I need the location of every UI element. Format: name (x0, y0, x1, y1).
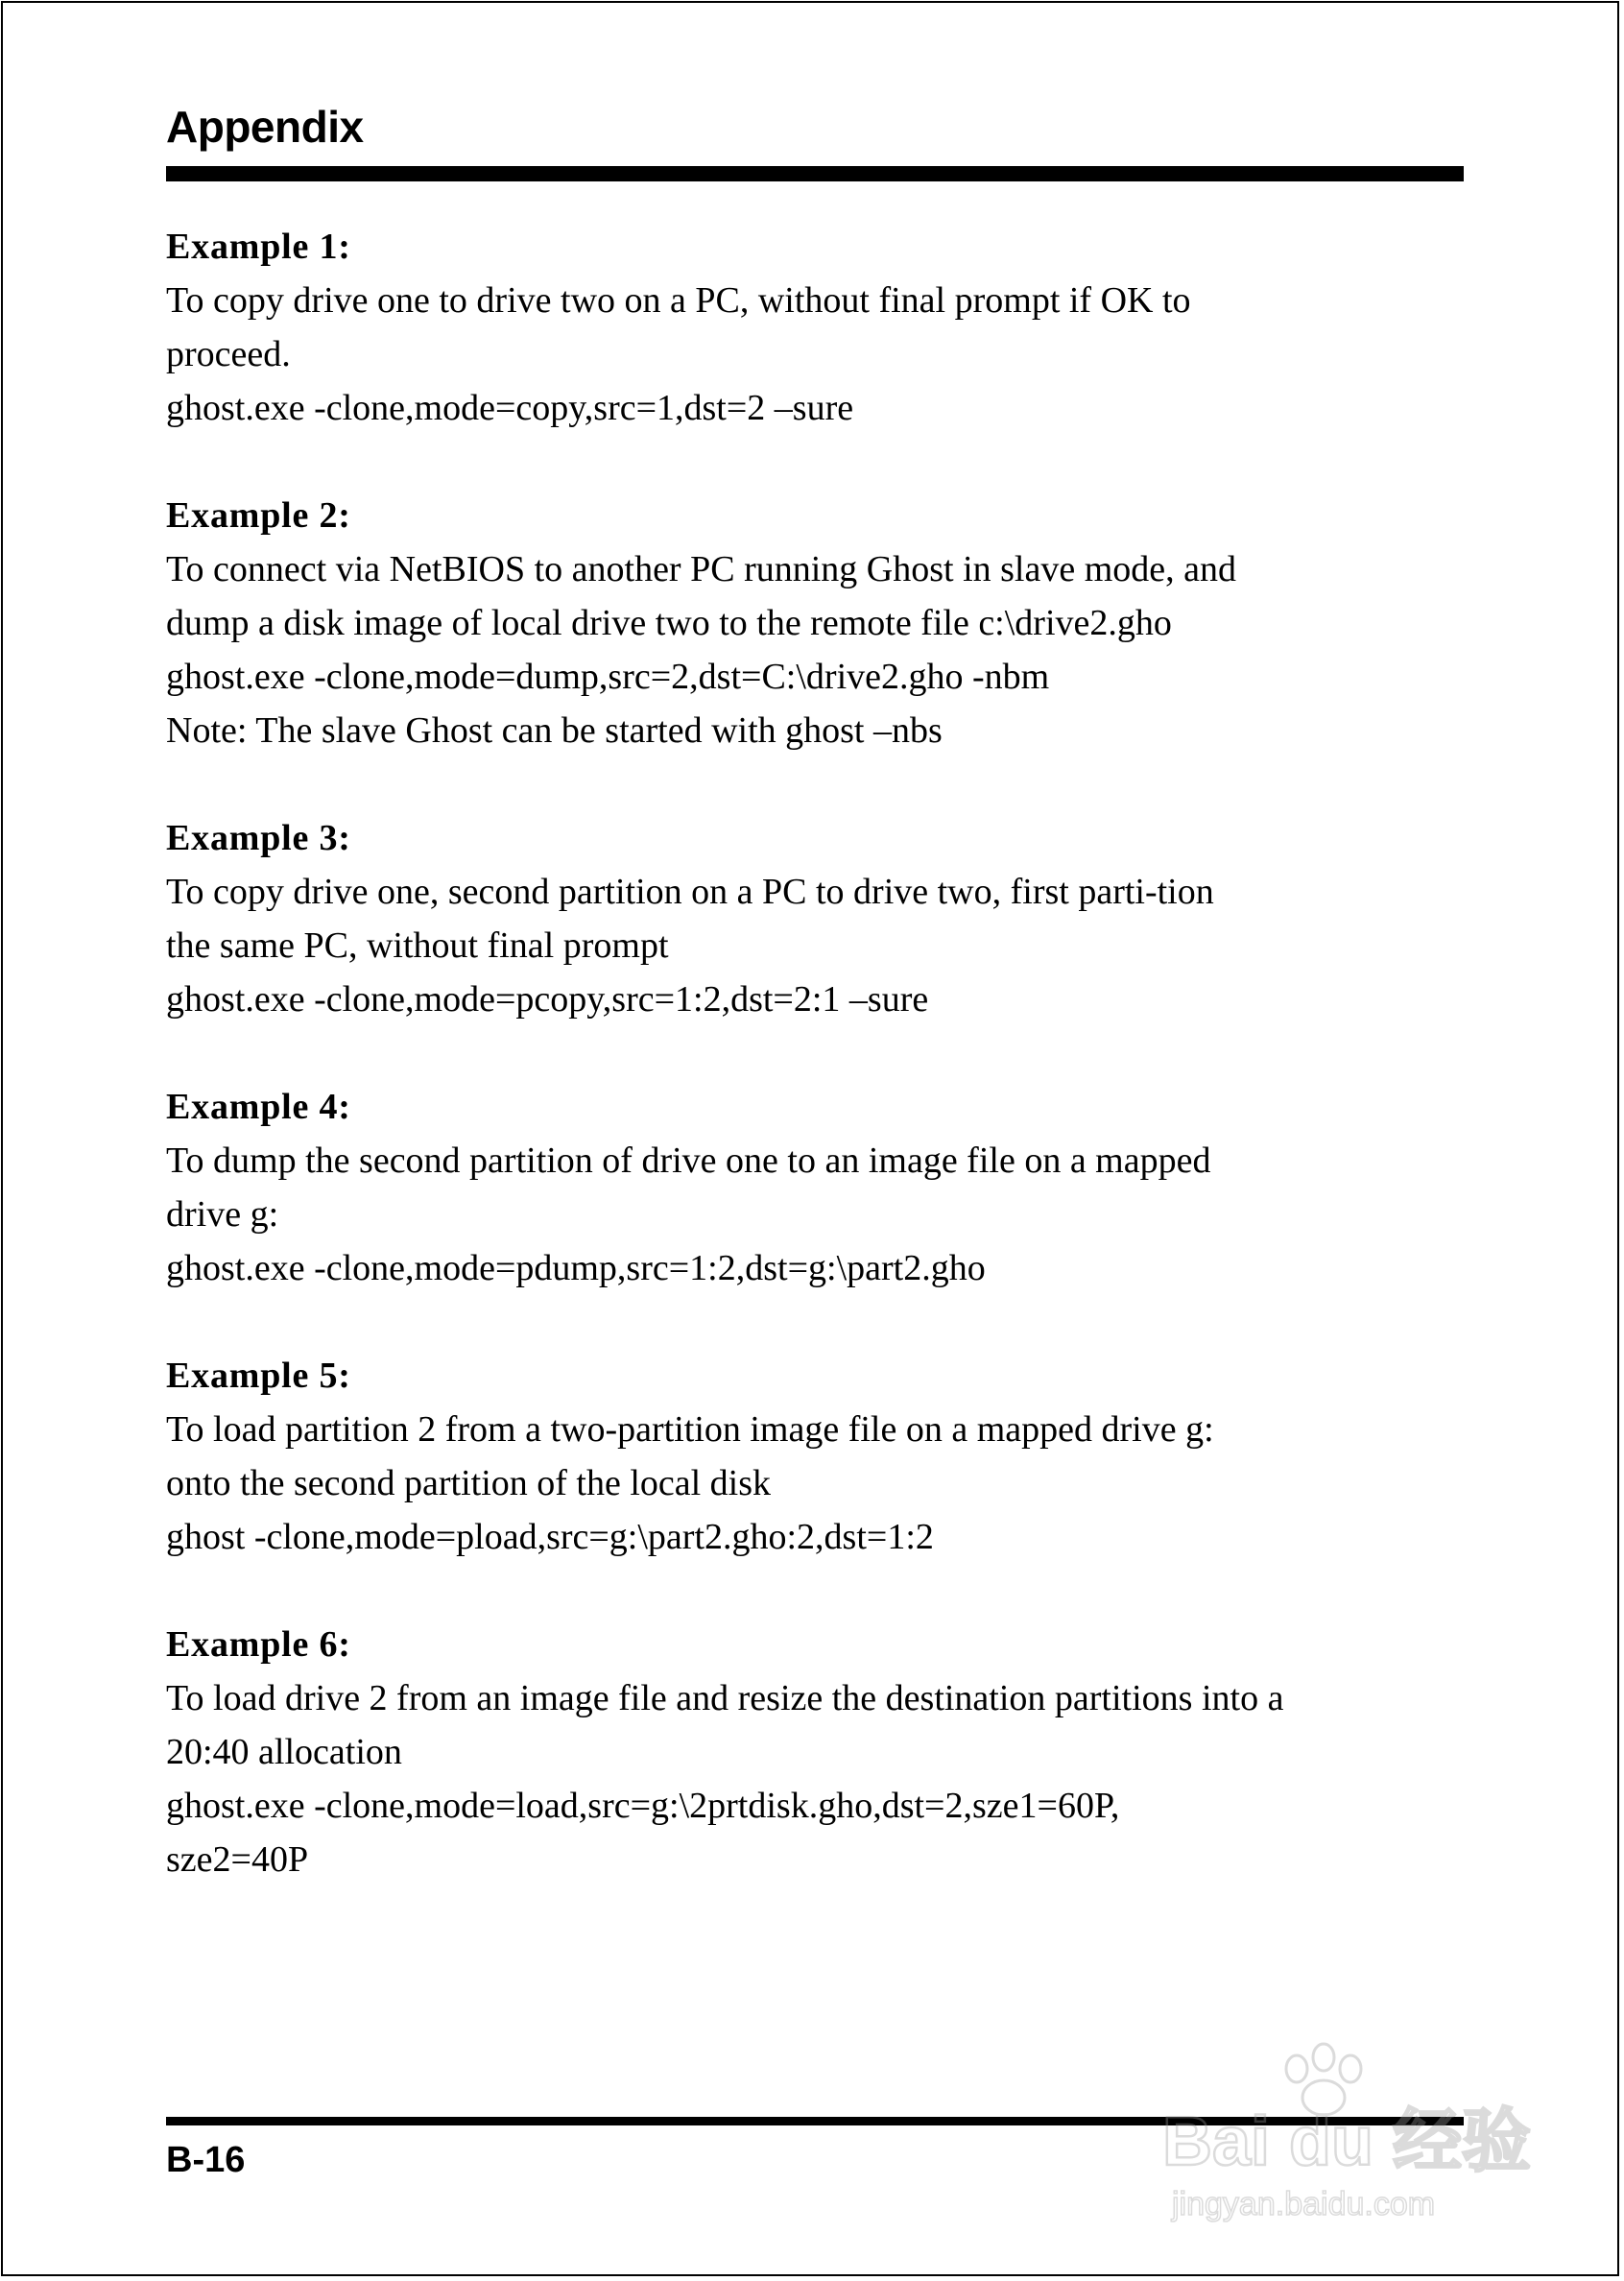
header-rule (166, 166, 1464, 181)
example-1 (166, 220, 1471, 435)
example-command: ghost.exe -clone,mode=pcopy,src=1:2,dst=2:1 –sure (166, 979, 929, 1020)
example-line: To connect via NetBIOS to another PC running Ghost in slave mode, and (166, 549, 1236, 589)
example-5 (166, 1349, 1471, 1564)
example-note: Note: The slave Ghost can be started with ghost –nbs (166, 710, 943, 751)
footer-rule (166, 2117, 1464, 2125)
example-line: 20:40 allocation (166, 1732, 402, 1772)
baidu-watermark-logo (1153, 2038, 1537, 2230)
example-heading: Example 3: (166, 818, 351, 858)
example-line: To copy drive one, second partition on a PC to drive two, first parti-tion (166, 872, 1214, 912)
watermark-logo-text: Bai du 经验 (1162, 2103, 1532, 2180)
example-line: proceed. (166, 334, 291, 374)
example-line: drive g: (166, 1194, 279, 1235)
example-heading: Example 1: (166, 227, 351, 267)
example-heading: Example 2: (166, 495, 351, 536)
example-command: ghost.exe -clone,mode=load,src=g:\2prtdisk.gho,dst=2,sze1=60P, (166, 1786, 1120, 1826)
example-line: onto the second partition of the local disk (166, 1463, 772, 1503)
example-line: To load partition 2 from a two-partition image file on a mapped drive g: (166, 1409, 1214, 1450)
example-6 (166, 1618, 1471, 1886)
example-line: To dump the second partition of drive one to an image file on a mapped (166, 1140, 1211, 1181)
example-3 (166, 811, 1471, 1026)
appendix-title: Appendix (166, 102, 364, 152)
example-line: To load drive 2 from an image file and resize the destination partitions into a (166, 1678, 1284, 1718)
watermark-url-text: jingyan.baidu.com (1172, 2186, 1436, 2222)
example-command: ghost -clone,mode=pload,src=g:\part2.gho:2,dst=1:2 (166, 1517, 934, 1557)
example-command: ghost.exe -clone,mode=copy,src=1,dst=2 –sure (166, 388, 854, 428)
example-command: ghost.exe -clone,mode=pdump,src=1:2,dst=g:\part2.gho (166, 1248, 986, 1288)
example-line: dump a disk image of local drive two to the remote file c:\drive2.gho (166, 603, 1172, 643)
example-heading: Example 6: (166, 1624, 351, 1665)
example-heading: Example 4: (166, 1087, 351, 1127)
example-4 (166, 1080, 1471, 1295)
example-2 (166, 489, 1471, 757)
page-number: B-16 (166, 2140, 246, 2180)
example-line: the same PC, without final prompt (166, 925, 669, 966)
example-command: ghost.exe -clone,mode=dump,src=2,dst=C:\drive2.gho -nbm (166, 657, 1050, 697)
example-line: To copy drive one to drive two on a PC, without final prompt if OK to (166, 280, 1191, 321)
example-command-continued: sze2=40P (166, 1839, 309, 1880)
example-heading: Example 5: (166, 1356, 351, 1396)
examples-content (166, 220, 1471, 1940)
document-page (1, 1, 1619, 2276)
